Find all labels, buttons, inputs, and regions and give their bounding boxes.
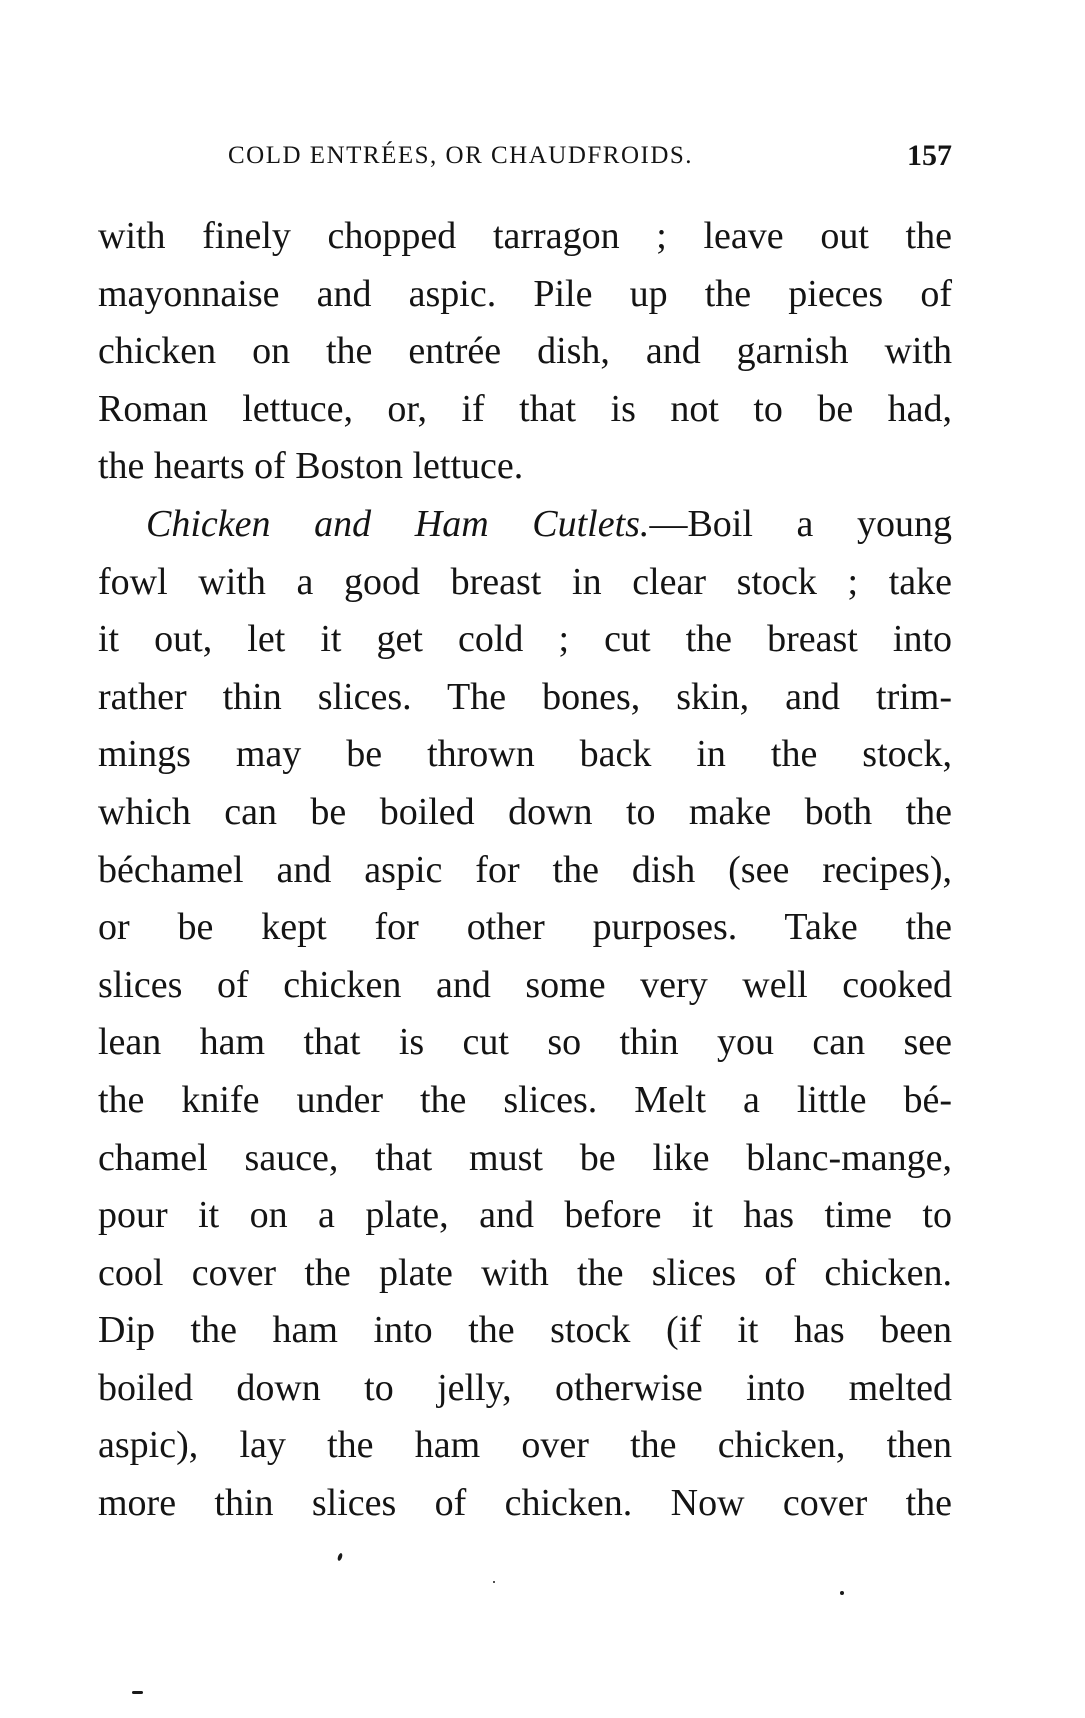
text-line: Roman lettuce, or, if that is not to be had, xyxy=(98,387,952,430)
text-line: which can be boiled down to make both the xyxy=(98,790,952,833)
ink-speck xyxy=(337,1553,343,1562)
text-line: with finely chopped tarragon ; leave out the xyxy=(98,215,952,257)
text-line: slices of chicken and some very well cooked xyxy=(98,963,952,1006)
text-line: more thin slices of chicken. Now cover the xyxy=(98,1482,952,1525)
text-line: chamel sauce, that must be like blanc-mange, xyxy=(98,1136,952,1179)
recipe-heading-line xyxy=(98,496,952,554)
ink-speck xyxy=(493,1581,495,1583)
text-line: it out, let it get cold ; cut the breast into xyxy=(98,618,952,661)
body-text xyxy=(98,208,952,1533)
page-number: 157 xyxy=(907,139,952,172)
text-fragment: —Boil a young xyxy=(649,502,953,545)
text-line: pour it on a plate, and before it has time to xyxy=(98,1194,952,1237)
running-head xyxy=(228,136,952,176)
ink-speck xyxy=(132,1691,143,1694)
text-line: mings may be thrown back in the stock, xyxy=(98,733,952,776)
text-line: chicken on the entrée dish, and garnish with xyxy=(98,330,952,373)
text-line: the hearts of Boston lettuce. xyxy=(98,445,524,488)
text-line: the knife under the slices. Melt a little bé- xyxy=(98,1078,952,1121)
text-line: béchamel and aspic for the dish (see recipes), xyxy=(98,848,952,891)
ink-speck xyxy=(840,1591,844,1595)
text-line: mayonnaise and aspic. Pile up the pieces of xyxy=(98,272,952,315)
recipe-title: Chicken and Ham Cutlets. xyxy=(146,502,650,545)
text-line: boiled down to jelly, otherwise into melted xyxy=(98,1366,952,1409)
text-line: rather thin slices. The bones, skin, and trim- xyxy=(98,675,952,718)
text-line: cool cover the plate with the slices of chicken. xyxy=(98,1251,952,1294)
text-line: or be kept for other purposes. Take the xyxy=(98,906,952,949)
text-line: aspic), lay the ham over the chicken, then xyxy=(98,1424,952,1467)
text-line: lean ham that is cut so thin you can see xyxy=(98,1021,952,1064)
text-line: fowl with a good breast in clear stock ; take xyxy=(98,560,952,603)
text-line: Dip the ham into the stock (if it has been xyxy=(98,1309,952,1352)
running-title: COLD ENTRÉES, OR CHAUDFROIDS. xyxy=(228,142,694,169)
